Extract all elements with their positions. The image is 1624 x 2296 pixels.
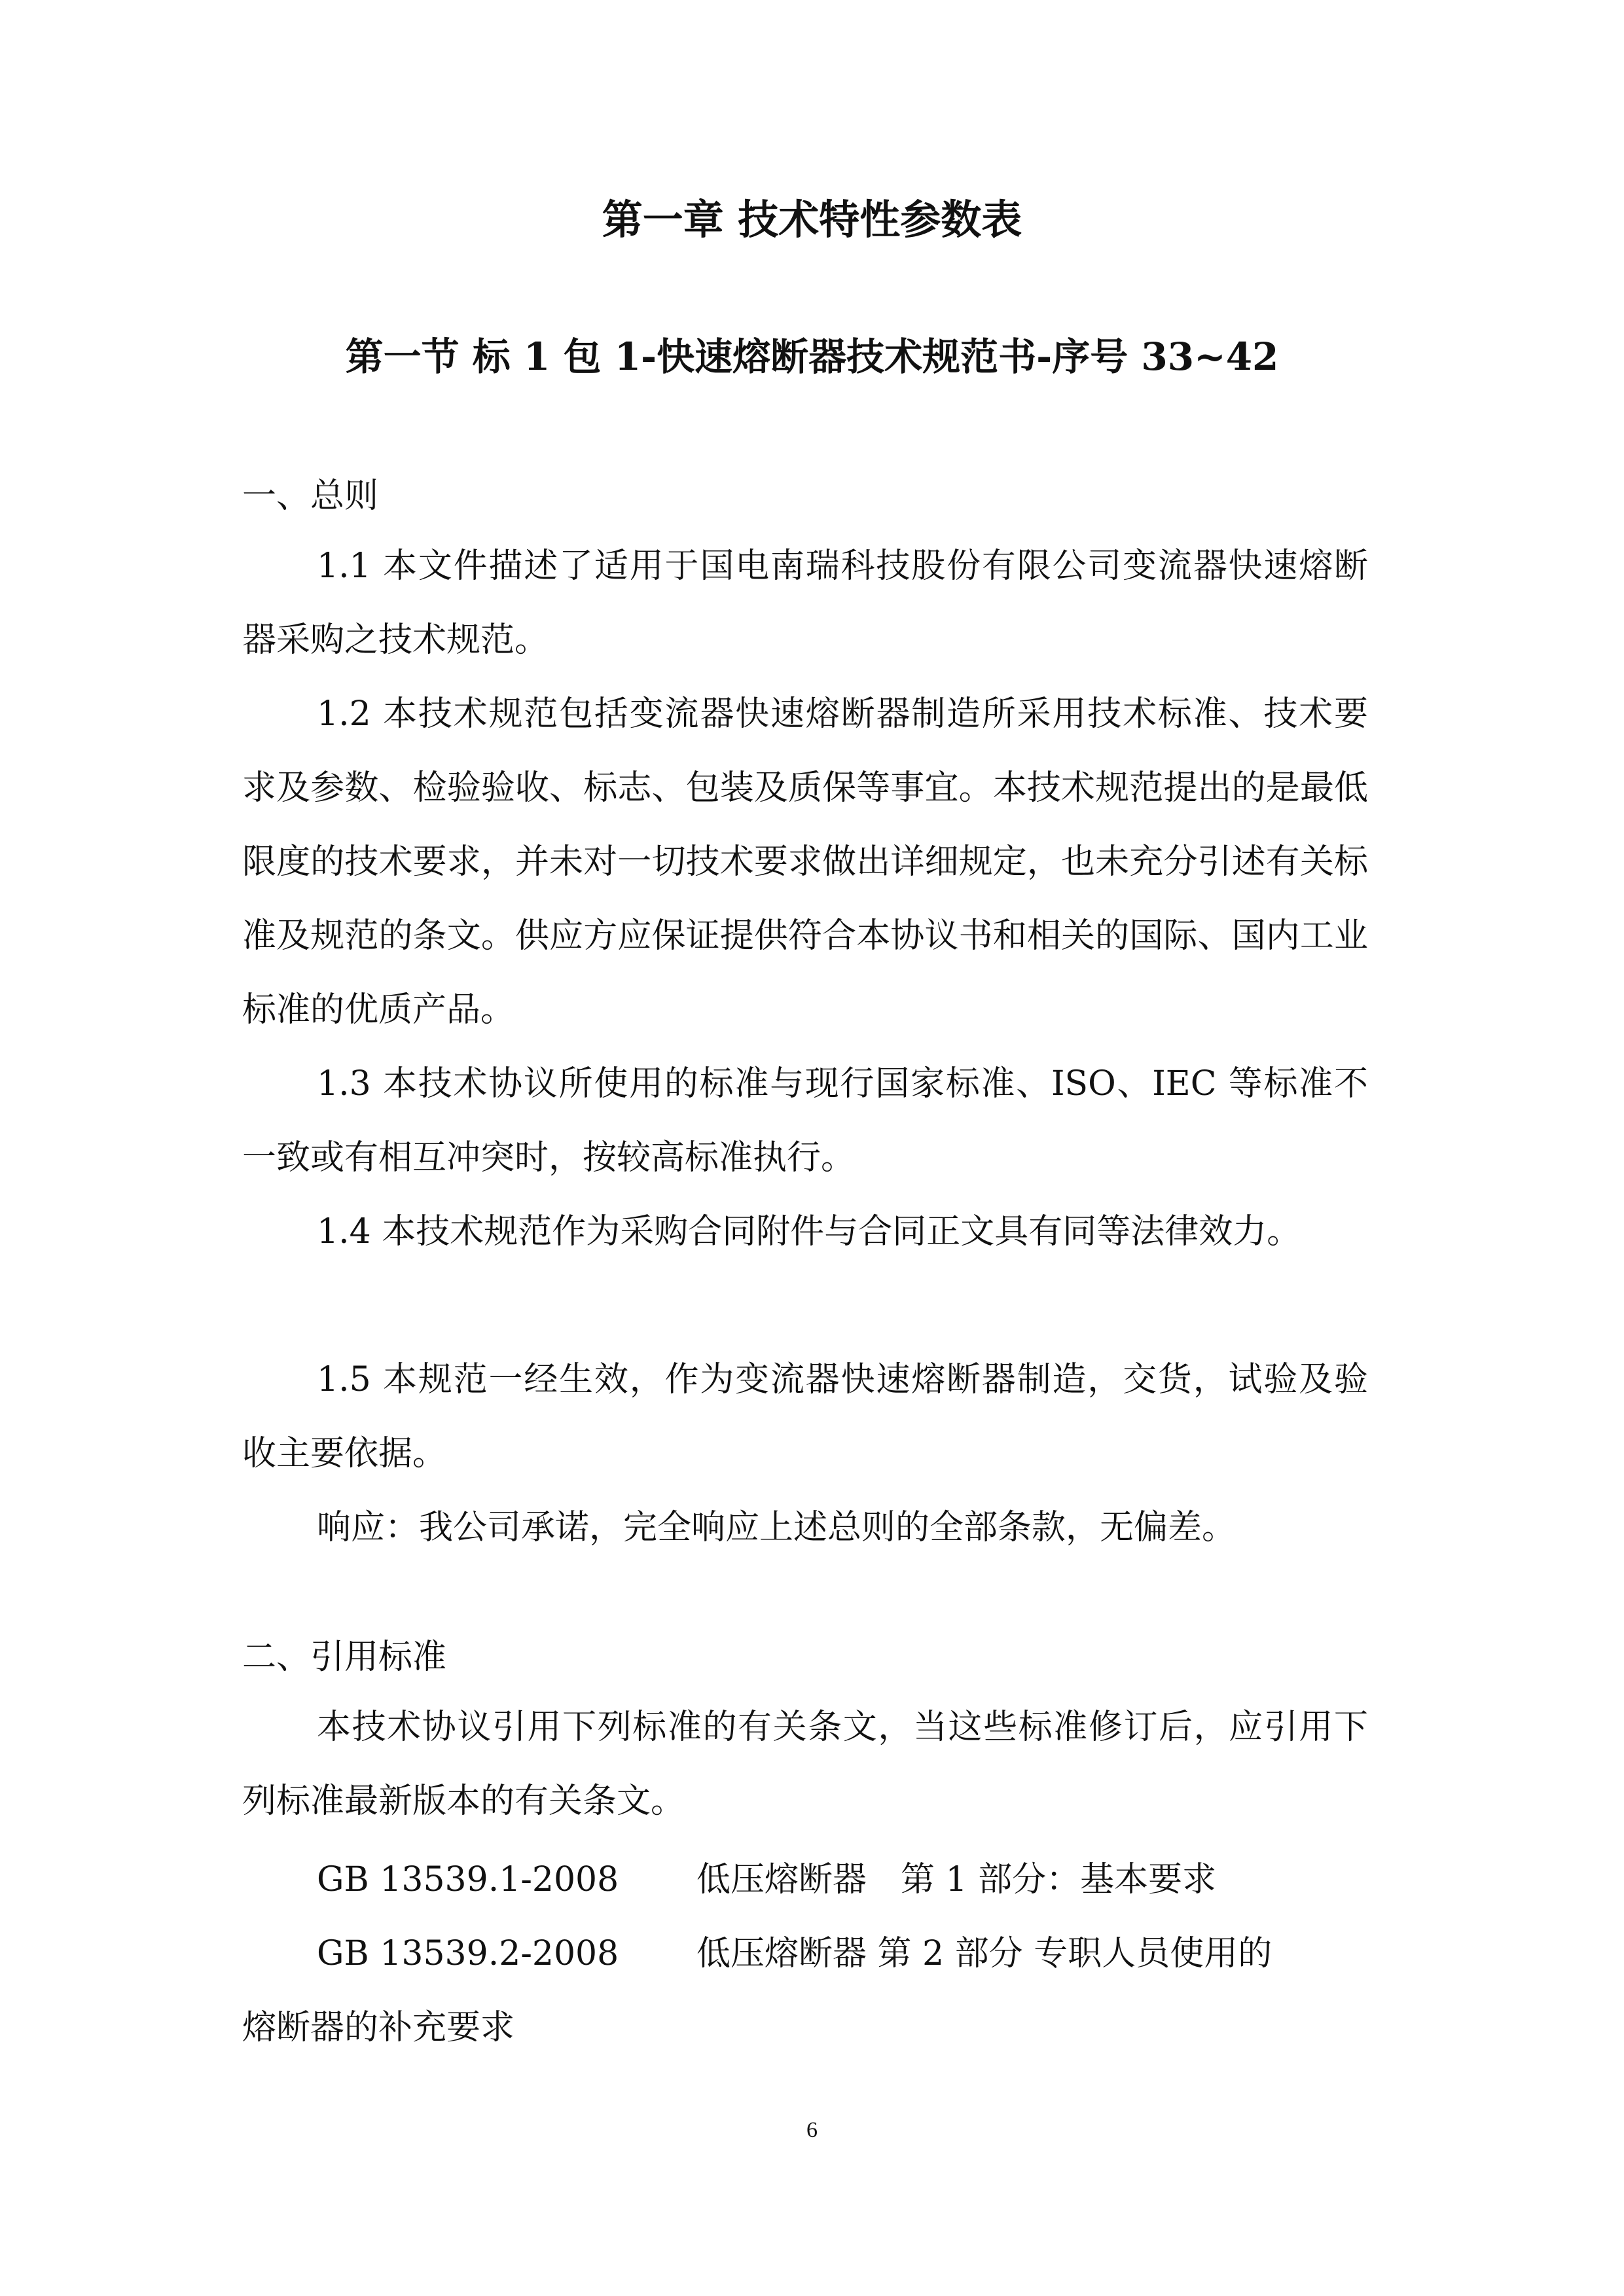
- general-heading: 一、总则: [242, 476, 379, 516]
- paragraph-1-5: 1.5 本规范一经生效，作为变流器快速熔断器制造，交货，试验及验收主要依据。: [242, 1360, 1368, 1473]
- paragraph-1-3: 1.3 本技术协议所使用的标准与现行国家标准、ISO、IEC 等标准不一致或有相互冲突时，按较高标准执行。: [242, 1064, 1368, 1177]
- response-paragraph: 响应：我公司承诺，完全响应上述总则的全部条款，无偏差。: [317, 1508, 1236, 1547]
- standard-name: 低压熔断器 第 2 部分 专职人员使用的: [696, 1934, 1272, 1973]
- paragraph-1-4: 1.4 本技术规范作为采购合同附件与合同正文具有同等法律效力。: [317, 1212, 1301, 1251]
- standard-code: GB 13539.2-2008: [317, 1934, 619, 1973]
- page-number: 6: [806, 2118, 818, 2142]
- standard-code: GB 13539.1-2008: [317, 1860, 619, 1899]
- standard-name: 低压熔断器 第 1 部分：基本要求: [696, 1860, 1217, 1899]
- section-title: 第一节 标 1 包 1-快速熔断器技术规范书-序号 33~42: [345, 334, 1279, 379]
- standard-item-2-continuation: 熔断器的补充要求: [242, 2008, 515, 2047]
- paragraph-1-2: 1.2 本技术规范包括变流器快速熔断器制造所采用技术标准、技术要求及参数、检验验收、标志、包装及质保等事宜。本技术规范提出的是最低限度的技术要求，并未对一切技术要求做出详细规定，也未充分引述有关标准及规范的条文。供应方应保证提供符合本协议书和相关的国际、国内工业标准的优质产品。: [242, 694, 1368, 1030]
- chapter-title: 第一章 技术特性参数表: [602, 196, 1022, 243]
- paragraph-1-1: 1.1 本文件描述了适用于国电南瑞科技股份有限公司变流器快速熔断器采购之技术规范。: [242, 547, 1368, 660]
- standards-heading: 二、引用标准: [242, 1638, 447, 1677]
- standards-intro: 本技术协议引用下列标准的有关条文，当这些标准修订后，应引用下列标准最新版本的有关条文。: [242, 1708, 1368, 1821]
